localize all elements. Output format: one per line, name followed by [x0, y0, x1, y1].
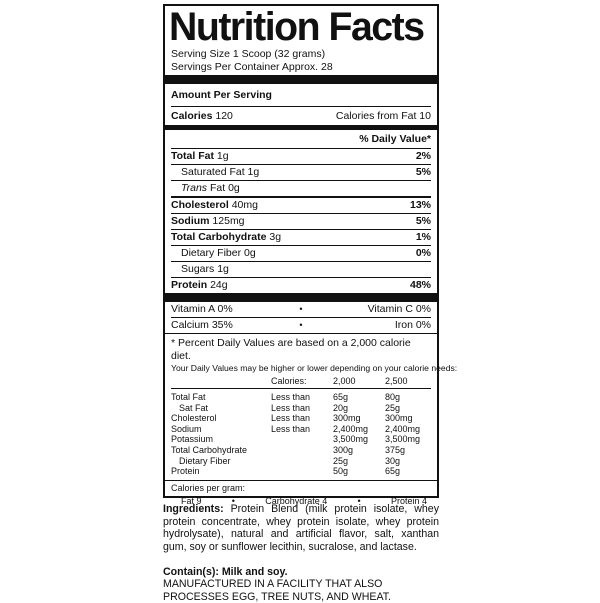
- dv-row: Sat Fat Less than 20g 25g: [179, 402, 401, 413]
- ingredients: [163, 503, 439, 553]
- dv-row: Cholesterol Less than 300mg 300mg: [171, 413, 413, 424]
- ingredients-text: Protein Blend (milk protein isolate, whey protein concentrate, whey protein isolate, whey protein hydrolysate), natural and artificial flavor, salt, xanthan gum, soy or sunflower lecithin, sucralose, and lactase.: [163, 503, 439, 553]
- nutrient-row-sugars: Sugars 1g: [171, 261, 431, 277]
- nutrient-row-dietary-fiber: Dietary Fiber 0g 0%: [171, 245, 431, 261]
- daily-values-table: [171, 374, 431, 477]
- dv-row: Potassium 3,500mg 3,500mg: [171, 434, 421, 445]
- calories-label: Calories: [171, 110, 213, 122]
- calories-value: 120: [215, 110, 233, 122]
- nutrient-row-cholesterol: Cholesterol 40mg 13%: [171, 196, 431, 213]
- calories-row: [171, 106, 431, 125]
- dv-header-row: Calories: 2,000 2,500: [271, 376, 408, 386]
- nutrient-row-total-fat: Total Fat 1g 2%: [171, 150, 431, 162]
- daily-value-header: % Daily Value*: [359, 133, 431, 145]
- footnote: * Percent Daily Values are based on a 2,000 calorie diet.: [171, 337, 411, 362]
- footnote-calorie-needs: Your Daily Values may be higher or lower depending on your calorie needs:: [171, 363, 458, 373]
- ingredients-label: Ingredients:: [163, 503, 224, 515]
- carb-per-gram: Carbohydrate 4: [265, 495, 328, 506]
- nutrient-row-total-carbohydrate: Total Carbohydrate 3g 1%: [171, 231, 431, 243]
- vitamin-row-1: Vitamin A 0% • Vitamin C 0%: [171, 303, 431, 315]
- calories-per-gram-label: Calories per gram:: [171, 482, 246, 493]
- allergen-statement: [163, 566, 439, 603]
- nutrition-facts-label: [163, 4, 458, 506]
- label-title: Nutrition Facts: [169, 5, 424, 49]
- nutrient-row-saturated-fat: Saturated Fat 1g 5%: [171, 164, 431, 180]
- dv-row: Total Carbohydrate 300g 375g: [171, 444, 406, 455]
- dv-row: Dietary Fiber 25g 30g: [179, 455, 401, 466]
- calories-from-fat: Calories from Fat 10: [335, 110, 431, 122]
- bullet-icon: •: [299, 320, 303, 330]
- dv-row: Total Fat Less than 65g 80g: [171, 392, 401, 402]
- nutrient-row-sodium: Sodium 125mg 5%: [171, 215, 431, 227]
- fat-per-gram: Fat 9: [181, 495, 202, 506]
- thick-divider: [165, 75, 437, 84]
- protein-per-gram: Protein 4: [390, 495, 427, 506]
- bullet-icon: •: [231, 495, 235, 506]
- nutrient-row-protein: Protein 24g 48%: [171, 279, 431, 291]
- contains-label: Contain(s): Milk and soy.: [163, 566, 288, 578]
- thick-divider-2: [165, 293, 437, 302]
- bullet-icon: •: [299, 304, 303, 314]
- facility-warning: MANUFACTURED IN A FACILITY THAT ALSO PROCESSES EGG, TREE NUTS, AND WHEAT.: [163, 578, 392, 603]
- serving-size: Serving Size 1 Scoop (32 grams): [171, 48, 326, 60]
- nutrient-row-trans-fat: Trans Fat 0g: [171, 180, 431, 196]
- dv-row: Sodium Less than 2,400mg 2,400mg: [171, 423, 421, 434]
- vitamin-row-2: Calcium 35% • Iron 0%: [171, 319, 431, 331]
- bullet-icon: •: [357, 495, 361, 506]
- amount-per-serving: Amount Per Serving: [171, 89, 272, 101]
- dv-row: Protein 50g 65g: [171, 466, 401, 477]
- servings-per-container: Servings Per Container Approx. 28: [171, 60, 333, 73]
